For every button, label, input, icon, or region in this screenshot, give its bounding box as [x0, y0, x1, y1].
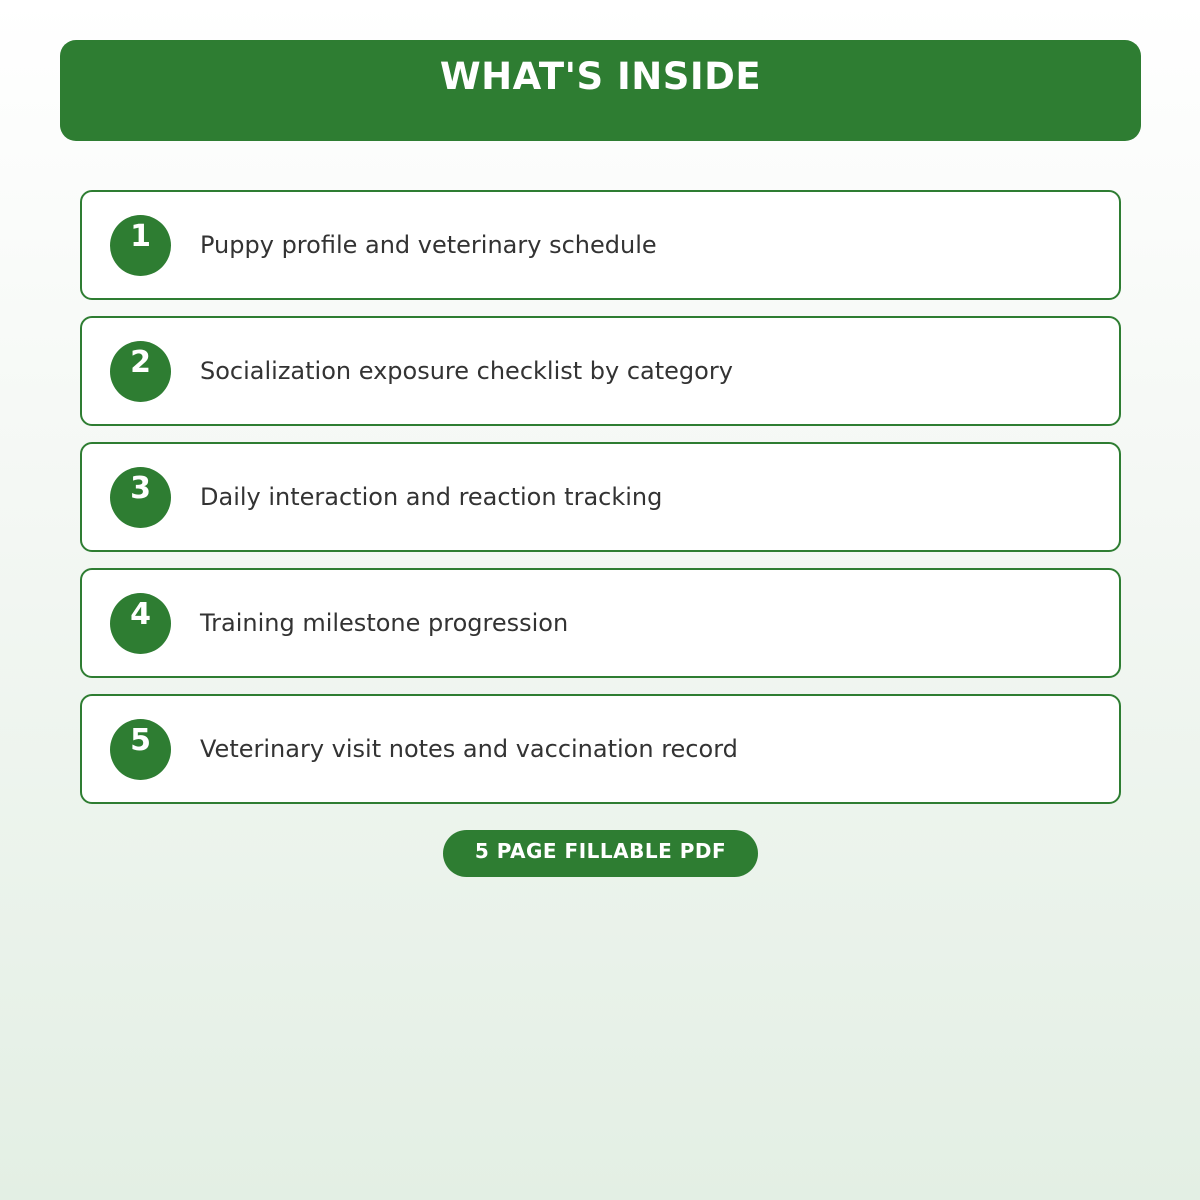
page-title: WHAT'S INSIDE [439, 55, 762, 98]
number-badge: 2 [110, 341, 171, 402]
header-banner [60, 40, 1141, 141]
item-label: Veterinary visit notes and vaccination record [200, 735, 738, 763]
item-label: Socialization exposure checklist by category [200, 357, 733, 385]
contents-list [80, 190, 1121, 820]
number-badge: 1 [110, 215, 171, 276]
list-item [80, 442, 1121, 552]
number-badge: 3 [110, 467, 171, 528]
item-label: Daily interaction and reaction tracking [200, 483, 663, 511]
list-item [80, 316, 1121, 426]
number-badge: 4 [110, 593, 171, 654]
list-item [80, 694, 1121, 804]
list-item [80, 568, 1121, 678]
format-badge: 5 PAGE FILLABLE PDF [443, 830, 758, 877]
item-label: Training milestone progression [200, 609, 569, 637]
item-label: Puppy profile and veterinary schedule [200, 231, 657, 259]
list-item [80, 190, 1121, 300]
number-badge: 5 [110, 719, 171, 780]
